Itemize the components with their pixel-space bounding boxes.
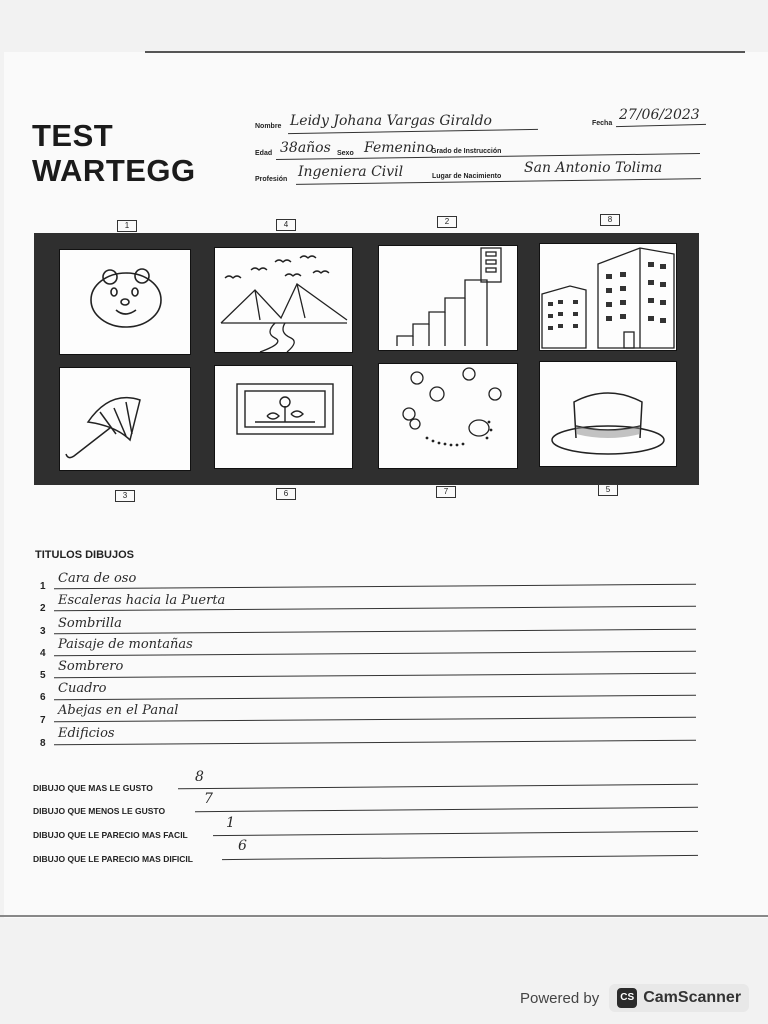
question-label: DIBUJO QUE LE PARECIO MAS DIFICIL <box>33 854 193 864</box>
nombre-label: Nombre <box>255 123 282 130</box>
row-title: Cuadro <box>58 681 107 696</box>
question-answer: 6 <box>238 838 247 854</box>
drawing-bear-face <box>59 249 191 355</box>
drawing-umbrella <box>59 367 191 471</box>
order-box: 3 <box>115 490 135 502</box>
wartegg-board <box>34 233 699 485</box>
drawing-hat <box>539 361 677 467</box>
camscanner-badge <box>609 984 749 1012</box>
test-title: TEST <box>32 118 114 153</box>
row-title: Sombrero <box>58 659 124 674</box>
edad-label: Edad <box>255 150 273 157</box>
row-title: Edificios <box>58 726 115 741</box>
profesion-label: Profesión <box>255 176 288 183</box>
profesion-value: Ingeniera Civil <box>298 164 404 180</box>
nombre-value: Leidy Johana Vargas Giraldo <box>290 113 492 129</box>
titulos-heading: TITULOS DIBUJOS <box>35 549 135 561</box>
edad-value: 38años <box>280 140 331 156</box>
drawing-buildings <box>539 243 677 351</box>
question-label: DIBUJO QUE MAS LE GUSTO <box>33 783 153 793</box>
paper-edge <box>145 51 745 53</box>
row-number: 5 <box>40 670 46 681</box>
fecha-label: Fecha <box>592 120 613 127</box>
drawing-stairs-to-door <box>378 245 518 351</box>
test-title: WARTEGG <box>32 153 196 188</box>
order-box: 6 <box>276 488 296 500</box>
question-answer: 1 <box>226 815 235 831</box>
drawing-framed-picture <box>214 365 353 469</box>
order-box: 5 <box>598 484 618 496</box>
fecha-value: 27/06/2023 <box>619 107 700 123</box>
order-box: 2 <box>437 216 457 228</box>
drawing-bees <box>378 363 518 469</box>
grado-label: Grado de Instrucción <box>431 148 502 155</box>
camscanner-watermark <box>520 981 749 1015</box>
drawing-mountain-landscape <box>214 247 353 353</box>
row-title: Cara de oso <box>58 571 137 586</box>
sexo-value: Femenino <box>364 140 434 156</box>
powered-by-text: Powered by <box>520 989 600 1007</box>
row-number: 6 <box>40 692 46 703</box>
row-number: 1 <box>40 581 46 592</box>
row-number: 3 <box>40 626 46 637</box>
lugar-value: San Antonio Tolima <box>524 160 663 176</box>
row-title: Paisaje de montañas <box>58 637 193 652</box>
order-box: 1 <box>117 220 137 232</box>
question-label: DIBUJO QUE MENOS LE GUSTO <box>33 806 166 816</box>
lugar-label: Lugar de Nacimiento <box>432 173 502 180</box>
row-title: Sombrilla <box>58 616 122 631</box>
order-box: 7 <box>436 486 456 498</box>
question-label: DIBUJO QUE LE PARECIO MAS FACIL <box>33 830 188 840</box>
row-title: Abejas en el Panal <box>58 703 179 718</box>
camscanner-logo-icon: CS <box>617 988 637 1008</box>
paper-edge <box>0 915 768 917</box>
row-number: 2 <box>40 603 46 614</box>
row-number: 7 <box>40 715 46 726</box>
row-number: 8 <box>40 738 46 749</box>
question-answer: 7 <box>204 791 213 807</box>
question-answer: 8 <box>195 769 204 785</box>
sexo-label: Sexo <box>337 150 354 157</box>
order-box: 8 <box>600 214 620 226</box>
order-box: 4 <box>276 219 296 231</box>
row-number: 4 <box>40 648 46 659</box>
row-title: Escaleras hacia la Puerta <box>58 593 226 608</box>
camscanner-brand: CamScanner <box>643 989 742 1006</box>
